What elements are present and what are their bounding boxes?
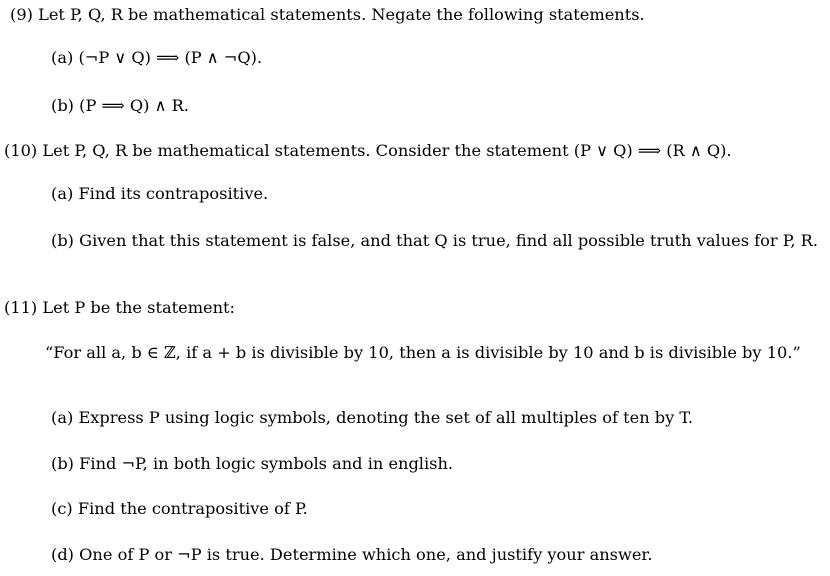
problem-10-intro xyxy=(4,141,732,161)
problem-11-part-c xyxy=(51,499,308,519)
problem-11-quote xyxy=(45,342,830,364)
item-label: (10) xyxy=(4,141,38,160)
item-text: Find the contrapositive of P. xyxy=(77,499,308,518)
item-label: (b) xyxy=(51,231,74,250)
item-text: Let P, Q, R be mathematical statements. Negate the following statements. xyxy=(38,5,645,24)
problem-9-part-a xyxy=(51,48,262,68)
item-text: Find its contrapositive. xyxy=(78,184,269,203)
item-label: (a) xyxy=(51,184,74,203)
item-label: (a) xyxy=(51,408,74,427)
problem-9-part-b xyxy=(51,96,189,116)
item-label: (c) xyxy=(51,499,73,518)
item-text: Let P be the statement: xyxy=(42,298,236,317)
problem-11-part-d xyxy=(51,545,653,565)
item-text: “For all a, b ∈ ℤ, if a + b is divisible by 10, then a is divisible by 10 and b is divisible by 10.” xyxy=(45,343,801,362)
problem-10-part-b xyxy=(51,230,821,252)
problem-10-part-a xyxy=(51,184,268,204)
problem-9-intro xyxy=(10,5,645,25)
problem-11-intro xyxy=(4,298,235,318)
problem-11-part-b xyxy=(51,454,453,474)
problem-11-part-a xyxy=(51,408,693,428)
item-label: (11) xyxy=(4,298,38,317)
item-text: One of P or ¬P is true. Determine which one, and justify your answer. xyxy=(79,545,653,564)
item-text: (P ⟹ Q) ∧ R. xyxy=(79,96,189,115)
item-text: Express P using logic symbols, denoting the set of all multiples of ten by T. xyxy=(78,408,693,427)
item-text: Let P, Q, R be mathematical statements. Consider the statement (P ∨ Q) ⟹ (R ∧ Q). xyxy=(42,141,732,160)
item-label: (b) xyxy=(51,454,74,473)
item-label: (a) xyxy=(51,48,74,67)
item-label: (b) xyxy=(51,96,74,115)
item-label: (9) xyxy=(10,5,33,24)
item-text: Given that this statement is false, and that Q is true, find all possible truth values for P, R. xyxy=(79,231,819,250)
item-text: Find ¬P, in both logic symbols and in english. xyxy=(79,454,454,473)
item-label: (d) xyxy=(51,545,74,564)
item-text: (¬P ∨ Q) ⟹ (P ∧ ¬Q). xyxy=(78,48,263,67)
